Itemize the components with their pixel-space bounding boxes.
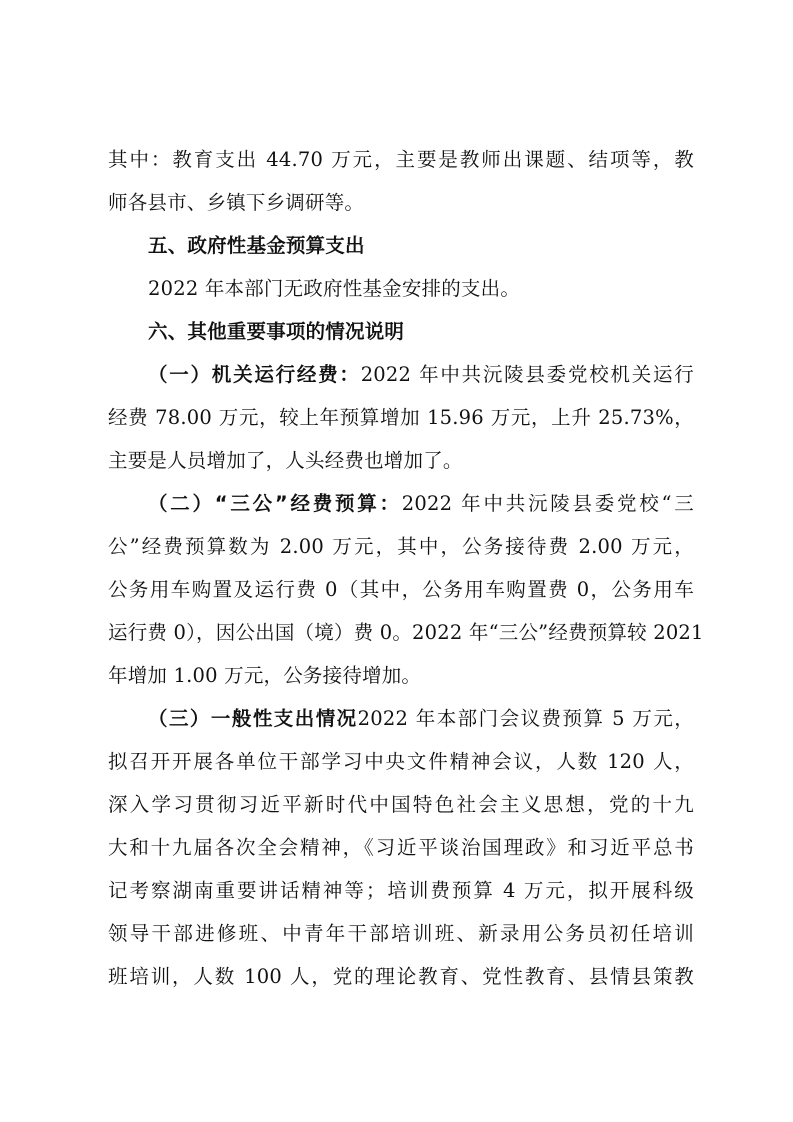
subsection-2-line-5: 年增加 1.00 万元，公务接待增加。: [108, 664, 422, 687]
subsection-2-title: （二）“三公”经费预算：: [148, 492, 402, 515]
subsection-3-line-1: [148, 706, 694, 732]
subsection-3-line-4: 大和十九届各次全会精神，《习近平谈治国理政》和习近平总书: [108, 836, 694, 859]
subsection-2-line-1: [148, 491, 694, 517]
section-heading-5: 五、政府性基金预算支出: [148, 234, 365, 257]
paragraph-education-line-1: 其中：教育支出 44.70 万元，主要是教师出课题、结项等，教: [108, 148, 694, 171]
paragraph-education-line-2: 师各县市、乡镇下乡调研等。: [108, 191, 365, 214]
subsection-3-line-7: 班培训，人数 100 人，党的理论教育、党性教育、县情县策教: [108, 965, 694, 988]
subsection-3-line-5: 记考察湖南重要讲话精神等；培训费预算 4 万元，拟开展科级: [108, 879, 694, 902]
subsection-2-line-3: 公务用车购置及运行费 0（其中，公务用车购置费 0，公务用车: [108, 578, 694, 601]
subsection-1-line-2: 经费 78.00 万元，较上年预算增加 15.96 万元，上升 25.73%，: [108, 406, 694, 429]
subsection-1-line-3: 主要是人员增加了，人头经费也增加了。: [108, 449, 463, 472]
subsection-2-text: 2022 年中共沅陵县委党校“三: [401, 492, 694, 515]
subsection-3-title: （三）一般性支出情况: [148, 707, 358, 730]
subsection-1-text: 2022 年中共沅陵县委党校机关运行: [360, 363, 694, 386]
subsection-3-line-6: 领导干部进修班、中青年干部培训班、新录用公务员初任培训: [108, 922, 694, 945]
section-heading-6: 六、其他重要事项的情况说明: [148, 320, 405, 343]
subsection-1-title: （一）机关运行经费：: [148, 363, 361, 386]
subsection-2-line-4: 运行费 0），因公出国（境）费 0。2022 年“三公”经费预算较 2021: [108, 621, 704, 644]
subsection-3-line-3: 深入学习贯彻习近平新时代中国特色社会主义思想，党的十九: [108, 793, 694, 816]
subsection-3-line-2: 拟召开开展各单位干部学习中央文件精神会议，人数 120 人，: [108, 750, 694, 773]
subsection-2-line-2: 公”经费预算数为 2.00 万元，其中，公务接待费 2.00 万元，: [108, 535, 694, 558]
subsection-1-line-1: [148, 362, 694, 388]
paragraph-government-fund: 2022 年本部门无政府性基金安排的支出。: [148, 277, 521, 300]
subsection-3-text: 2022 年本部门会议费预算 5 万元，: [357, 707, 694, 730]
